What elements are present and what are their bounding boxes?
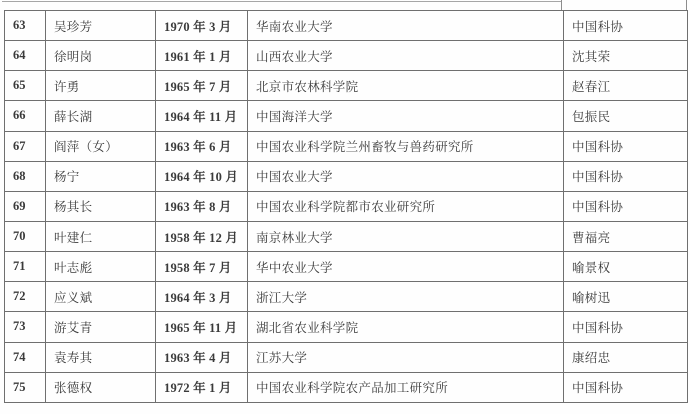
table-row [5, 191, 688, 221]
cell-no: 74 [5, 342, 46, 372]
cell-birth-date: 1972 年 1 月 [156, 372, 248, 402]
cell-birth-date: 1964 年 10 月 [156, 161, 248, 191]
cell-name: 薛长湖 [46, 101, 156, 131]
table-row [5, 11, 688, 41]
table-row [5, 161, 688, 191]
cell-name: 杨宁 [46, 161, 156, 191]
cell-birth-date: 1970 年 3 月 [156, 11, 248, 41]
candidates-table-body [5, 11, 688, 403]
table-row [5, 372, 688, 402]
cell-name: 叶建仁 [46, 221, 156, 251]
cell-no: 72 [5, 282, 46, 312]
cell-name: 张德权 [46, 372, 156, 402]
cell-name: 阎萍（女） [46, 131, 156, 161]
cell-recommender: 曹福亮 [564, 221, 688, 251]
cell-birth-date: 1963 年 4 月 [156, 342, 248, 372]
cell-no: 67 [5, 131, 46, 161]
table-row [5, 101, 688, 131]
cell-institution: 浙江大学 [248, 282, 564, 312]
cell-no: 63 [5, 11, 46, 41]
cell-recommender: 中国科协 [564, 372, 688, 402]
table-row [5, 41, 688, 71]
cell-name: 叶志彪 [46, 252, 156, 282]
cell-no: 73 [5, 312, 46, 342]
cell-institution: 中国农业科学院兰州畜牧与兽药研究所 [248, 131, 564, 161]
cell-recommender: 中国科协 [564, 131, 688, 161]
cell-institution: 中国农业科学院都市农业研究所 [248, 191, 564, 221]
cell-birth-date: 1965 年 7 月 [156, 71, 248, 101]
cell-recommender: 中国科协 [564, 312, 688, 342]
cell-recommender: 中国科协 [564, 191, 688, 221]
cell-name: 徐明岗 [46, 41, 156, 71]
cell-institution: 中国海洋大学 [248, 101, 564, 131]
cell-name: 袁寿其 [46, 342, 156, 372]
table-row [5, 131, 688, 161]
candidates-table [4, 10, 688, 403]
cell-no: 64 [5, 41, 46, 71]
table-row [5, 312, 688, 342]
cell-no: 66 [5, 101, 46, 131]
cell-recommender: 赵春江 [564, 71, 688, 101]
cell-birth-date: 1964 年 11 月 [156, 101, 248, 131]
table-row [5, 221, 688, 251]
cell-recommender: 中国科协 [564, 11, 688, 41]
cell-institution: 北京市农林科学院 [248, 71, 564, 101]
cell-recommender: 中国科协 [564, 161, 688, 191]
cell-birth-date: 1965 年 11 月 [156, 312, 248, 342]
cell-recommender: 喻树迅 [564, 282, 688, 312]
cell-institution: 湖北省农业科学院 [248, 312, 564, 342]
cell-birth-date: 1964 年 3 月 [156, 282, 248, 312]
cell-recommender: 沈其荣 [564, 41, 688, 71]
cell-birth-date: 1958 年 12 月 [156, 221, 248, 251]
cell-institution: 华中农业大学 [248, 252, 564, 282]
cell-birth-date: 1963 年 6 月 [156, 131, 248, 161]
cell-institution: 南京林业大学 [248, 221, 564, 251]
table-row [5, 252, 688, 282]
table-row [5, 71, 688, 101]
cell-birth-date: 1958 年 7 月 [156, 252, 248, 282]
table-row [5, 282, 688, 312]
cell-recommender: 包振民 [564, 101, 688, 131]
cell-name: 杨其长 [46, 191, 156, 221]
cell-institution: 江苏大学 [248, 342, 564, 372]
cell-name: 游艾青 [46, 312, 156, 342]
cell-birth-date: 1963 年 8 月 [156, 191, 248, 221]
cell-institution: 中国农业大学 [248, 161, 564, 191]
table-row [5, 342, 688, 372]
cell-no: 65 [5, 71, 46, 101]
cell-recommender: 喻景权 [564, 252, 688, 282]
cell-institution: 中国农业科学院农产品加工研究所 [248, 372, 564, 402]
cell-institution: 华南农业大学 [248, 11, 564, 41]
cell-name: 应义斌 [46, 282, 156, 312]
cell-no: 71 [5, 252, 46, 282]
cell-institution: 山西农业大学 [248, 41, 564, 71]
cell-no: 75 [5, 372, 46, 402]
cell-name: 吴珍芳 [46, 11, 156, 41]
cell-name: 许勇 [46, 71, 156, 101]
cell-no: 70 [5, 221, 46, 251]
cropped-row-bottom-border [2, 1, 561, 2]
cell-no: 68 [5, 161, 46, 191]
cell-no: 69 [5, 191, 46, 221]
cell-birth-date: 1961 年 1 月 [156, 41, 248, 71]
cell-recommender: 康绍忠 [564, 342, 688, 372]
